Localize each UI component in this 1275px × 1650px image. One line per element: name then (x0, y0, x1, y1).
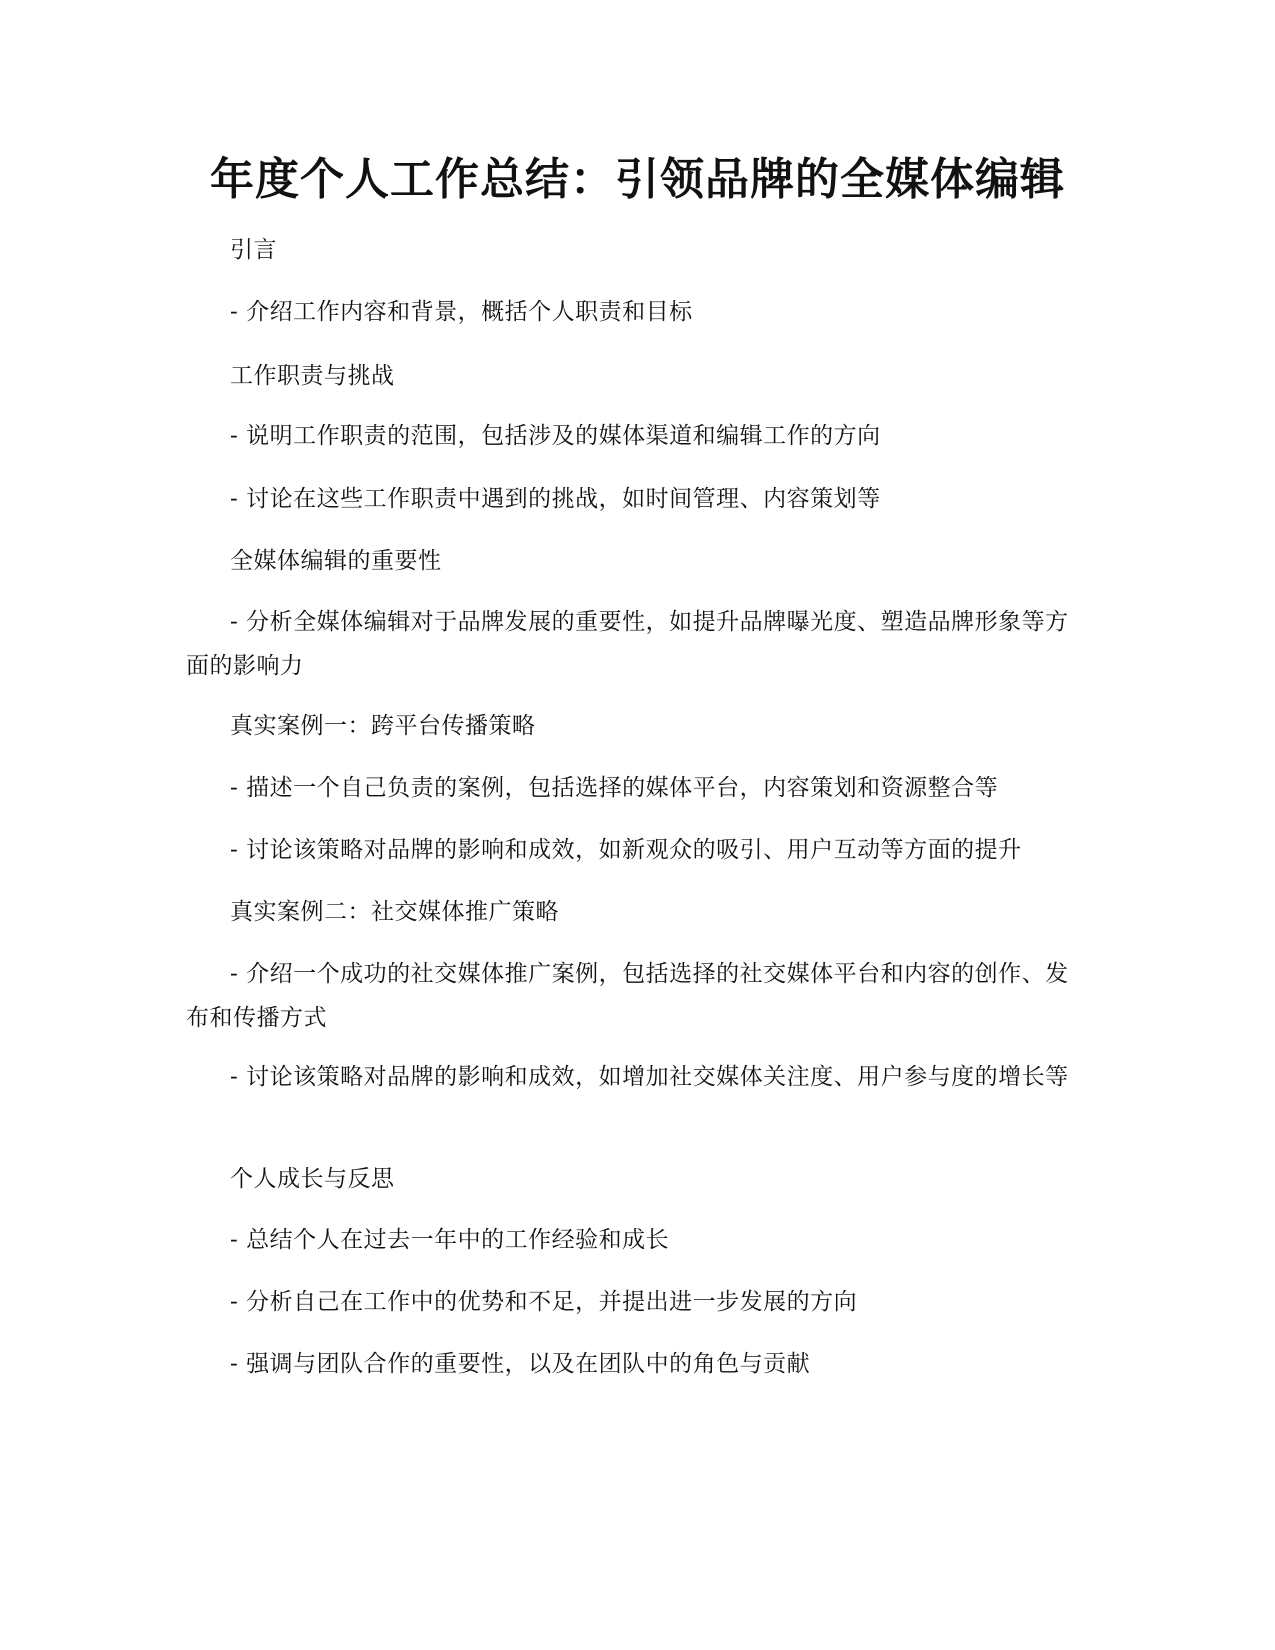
paragraph: - 分析全媒体编辑对于品牌发展的重要性，如提升品牌曝光度、塑造品牌形象等方面的影响力 (186, 609, 1069, 679)
heading-case-one: 真实案例一：跨平台传播策略 (230, 713, 536, 739)
paragraph: - 讨论该策略对品牌的影响和成效，如增加社交媒体关注度、用户参与度的增长等 (230, 1064, 1069, 1090)
heading-growth: 个人成长与反思 (230, 1166, 395, 1192)
heading-responsibilities: 工作职责与挑战 (230, 363, 395, 389)
paragraph: - 强调与团队合作的重要性，以及在团队中的角色与贡献 (230, 1351, 811, 1377)
heading-case-two: 真实案例二：社交媒体推广策略 (230, 899, 559, 925)
paragraph: - 讨论该策略对品牌的影响和成效，如新观众的吸引、用户互动等方面的提升 (230, 837, 1022, 863)
paragraph: - 介绍一个成功的社交媒体推广案例，包括选择的社交媒体平台和内容的创作、发布和传播方式 (186, 961, 1069, 1031)
paragraph: - 分析自己在工作中的优势和不足，并提出进一步发展的方向 (230, 1289, 858, 1315)
heading-introduction: 引言 (230, 237, 277, 263)
document-title: 年度个人工作总结：引领品牌的全媒体编辑 (210, 154, 1065, 205)
paragraph: - 讨论在这些工作职责中遇到的挑战，如时间管理、内容策划等 (230, 486, 881, 512)
paragraph: - 总结个人在过去一年中的工作经验和成长 (230, 1227, 670, 1253)
paragraph: - 说明工作职责的范围，包括涉及的媒体渠道和编辑工作的方向 (230, 423, 881, 449)
paragraph: - 介绍工作内容和背景，概括个人职责和目标 (230, 299, 693, 325)
paragraph: - 描述一个自己负责的案例，包括选择的媒体平台，内容策划和资源整合等 (230, 775, 999, 801)
heading-importance: 全媒体编辑的重要性 (230, 548, 442, 574)
